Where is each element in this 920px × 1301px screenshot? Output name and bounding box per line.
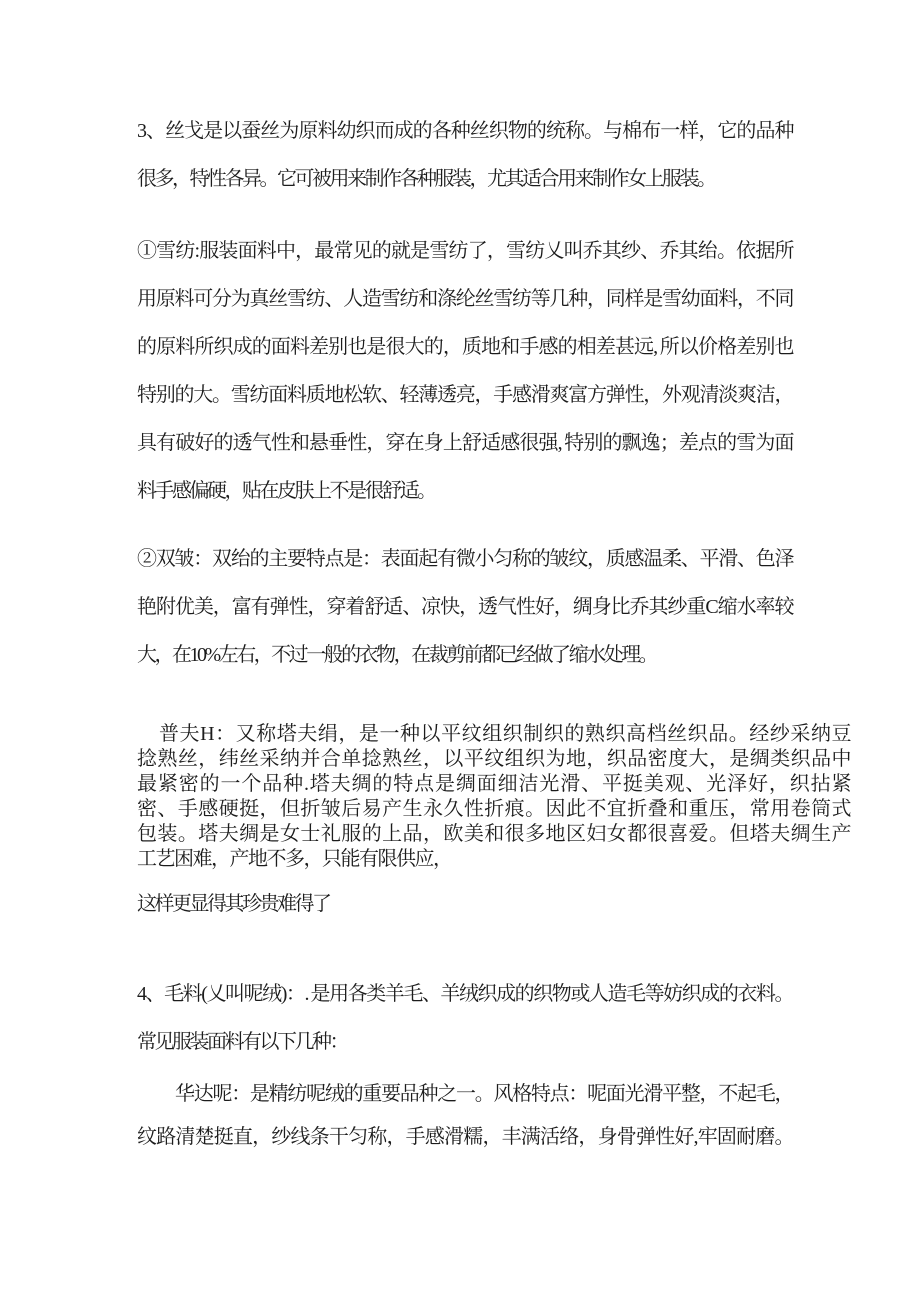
paragraph-gabardine bbox=[137, 1073, 792, 1159]
paragraph-taffeta bbox=[137, 722, 850, 872]
paragraph-taffeta-line-5: 包装。塔夫绸是女士礼服的上品，欧美和很多地区妇女都很喜爱。但塔夫绸生产 bbox=[137, 823, 850, 845]
paragraph-taffeta-line-1: 普夫H：又称塔夫绢，是一种以平纹组织制织的熟织高档丝织品。经纱采纳豆 bbox=[159, 723, 850, 745]
paragraph-silk-intro-line-2: 很多，特性各异。它可被用来制作各种服装，尤其适合用来制作女上服装。 bbox=[137, 168, 715, 190]
paragraph-taffeta-line-4: 密、手感硬挺，但折皱后易产生永久性折痕。因此不宜折叠和重压，常用卷筒式 bbox=[137, 798, 850, 820]
paragraph-taffeta-tail bbox=[137, 892, 792, 917]
paragraph-crepe bbox=[137, 535, 792, 679]
paragraph-chiffon-line-2: 用原料可分为真丝雪纺、人造雪纺和涤纶丝雪纺等几种，同样是雪幼面料，不同 bbox=[137, 288, 792, 310]
paragraph-gabardine-line-2: 纹路清楚挺直，纱线条干匀称，手感滑糯，丰满活络，身骨弹性好,牢固耐磨。 bbox=[137, 1126, 792, 1148]
paragraph-wool-intro-line-1: 4、毛料(乂叫呢绒)：. 是用各类羊毛、羊绒织成的织物或人造毛等妨织成的衣料。 bbox=[137, 983, 792, 1005]
paragraph-silk-intro bbox=[137, 107, 792, 203]
paragraph-chiffon-line-6: 料手感偏硬，贴在皮肤上不是很舒适。 bbox=[137, 480, 435, 502]
paragraph-crepe-line-2: 艳附优美，富有弹性，穿着舒适、凉快，透气性好，绸身比乔其纱重C缩水率较 bbox=[137, 596, 792, 618]
paragraph-chiffon-line-5: 具有破好的透气性和悬垂性，穿在身上舒适感很强, 特别的飘逸；差点的雪为面 bbox=[137, 432, 792, 454]
paragraph-taffeta-line-3: 最紧密的一个品种.塔夫绸的特点是绸面细洁光滑、平挺美观、光泽好，织拈紧 bbox=[137, 773, 850, 795]
paragraph-silk-intro-line-1: 3、丝戈是以蚕丝为原料幼织而成的各种丝织物的统称。与棉布一样，它的品种 bbox=[137, 120, 792, 142]
paragraph-gabardine-line-1: 华达呢：是精纺呢绒的重要品种之一。风格特点：呢面光滑平整，不起毛， bbox=[175, 1083, 792, 1105]
paragraph-chiffon-line-1: ①雪纺:服装面料中，最常见的就是雪纺了，雪纺乂叫乔其纱、乔其绐。依据所 bbox=[137, 240, 792, 262]
paragraph-chiffon-line-4: 特别的大。雪纺面料质地松软、轻薄透亮，手感滑爽富方弹性，外观清淡爽洁， bbox=[137, 384, 792, 406]
paragraph-crepe-line-1: ②双皱：双绐的主要特点是：表面起有微小匀称的皱纹，质感温柔、平滑、色泽 bbox=[137, 548, 792, 570]
paragraph-chiffon bbox=[137, 227, 792, 515]
paragraph-wool-intro-line-2: 常见服装面料有以下几种： bbox=[137, 1031, 347, 1053]
paragraph-wool-intro bbox=[137, 970, 792, 1066]
paragraph-crepe-line-3: 大，在10%左右，不过一般的衣物，在裁剪前都已经做了缩水处理。 bbox=[137, 644, 657, 666]
paragraph-taffeta-tail-line-1: 这样更显得其珍贵难得了 bbox=[137, 893, 330, 915]
paragraph-taffeta-line-6: 工艺困难，产地不多，只能有限供应， bbox=[137, 848, 452, 870]
paragraph-taffeta-line-2: 捻熟丝，纬丝采纳并合单捻熟丝，以平纹组织为地，织品密度大，是绸类织品中 bbox=[137, 748, 850, 770]
paragraph-chiffon-line-3: 的原料所织成的面料差别也是很大的，质地和手感的相差甚远, 所以价格差别也 bbox=[137, 336, 792, 358]
